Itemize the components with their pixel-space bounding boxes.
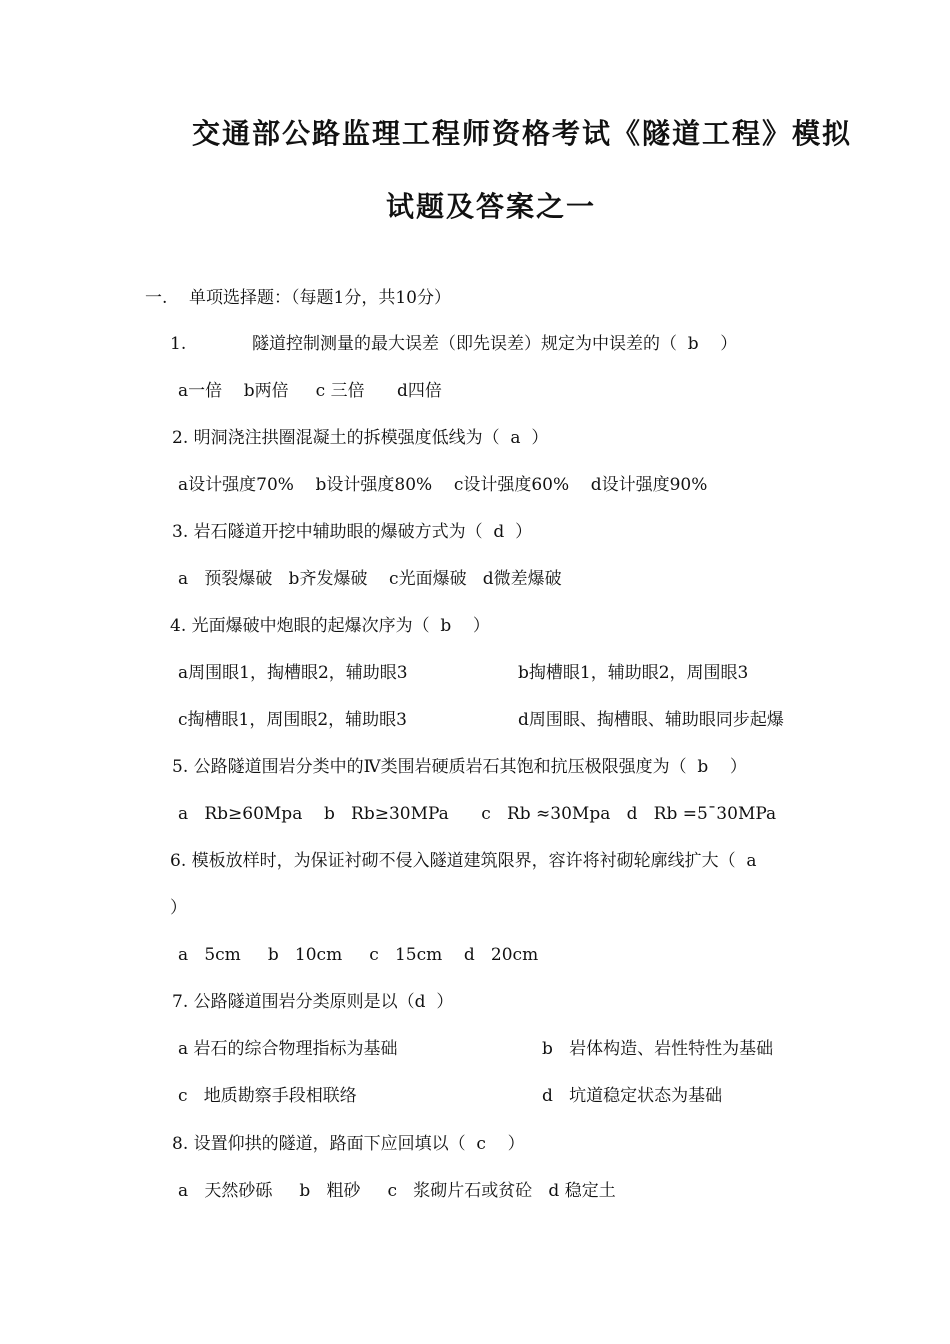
document-title-line-2: 试题及答案之一 xyxy=(386,190,597,223)
question-7-text: 7. 公路隧道围岩分类原则是以（d ） xyxy=(172,992,454,1012)
question-2-text: 2. 明洞浇注拱圈混凝土的拆模强度低线为（ a ） xyxy=(172,428,549,448)
question-4-option-d: d周围眼、掏槽眼、辅助眼同步起爆 xyxy=(518,710,784,730)
question-4-option-a: a周围眼1，掏槽眼2，辅助眼3 xyxy=(178,663,408,683)
question-2-options: a设计强度70% b设计强度80% c设计强度60% d设计强度90% xyxy=(178,475,708,495)
question-6-text-line-2: ） xyxy=(170,898,187,918)
section-heading: 一. 单项选择题：（每题1分，共10分） xyxy=(145,288,451,308)
question-8-text: 8. 设置仰拱的隧道，路面下应回填以（ c ） xyxy=(172,1134,525,1154)
question-6-text-line-1: 6. 模板放样时，为保证衬砌不侵入隧道建筑限界，容许将衬砌轮廓线扩大（ a xyxy=(170,851,757,871)
question-1-text: 隧道控制测量的最大误差（即先误差）规定为中误差的（ b ） xyxy=(252,334,738,354)
question-3-options: a 预裂爆破 b齐发爆破 c光面爆破 d微差爆破 xyxy=(178,569,562,589)
question-8-options: a 天然砂砾 b 粗砂 c 浆砌片石或贫砼 d 稳定土 xyxy=(178,1181,616,1201)
question-1-number: 1. xyxy=(170,334,187,354)
question-4-text: 4. 光面爆破中炮眼的起爆次序为（ b ） xyxy=(170,616,490,636)
question-5-options: a Rb≥60Mpa b Rb≥30MPa c Rb ≈30Mpa d Rb =5¯30MPa xyxy=(178,804,777,824)
question-4-option-c: c掏槽眼1，周围眼2，辅助眼3 xyxy=(178,710,407,730)
question-7-option-b: b 岩体构造、岩性特性为基础 xyxy=(542,1039,774,1059)
question-4-option-b: b掏槽眼1，辅助眼2，周围眼3 xyxy=(518,663,749,683)
question-3-text: 3. 岩石隧道开挖中辅助眼的爆破方式为（ d ） xyxy=(172,522,533,542)
document-title-line-1: 交通部公路监理工程师资格考试《隧道工程》模拟 xyxy=(192,117,853,150)
question-7-option-d: d 坑道稳定状态为基础 xyxy=(542,1086,723,1106)
question-7-option-a: a 岩石的综合物理指标为基础 xyxy=(178,1039,398,1059)
question-5-text: 5. 公路隧道围岩分类中的Ⅳ类围岩硬质岩石其饱和抗压极限强度为（ b ） xyxy=(172,757,747,777)
question-7-option-c: c 地质勘察手段相联络 xyxy=(178,1086,357,1106)
question-1-options: a一倍 b两倍 c 三倍 d四倍 xyxy=(178,381,442,401)
question-6-options: a 5cm b 10cm c 15cm d 20cm xyxy=(178,945,539,965)
